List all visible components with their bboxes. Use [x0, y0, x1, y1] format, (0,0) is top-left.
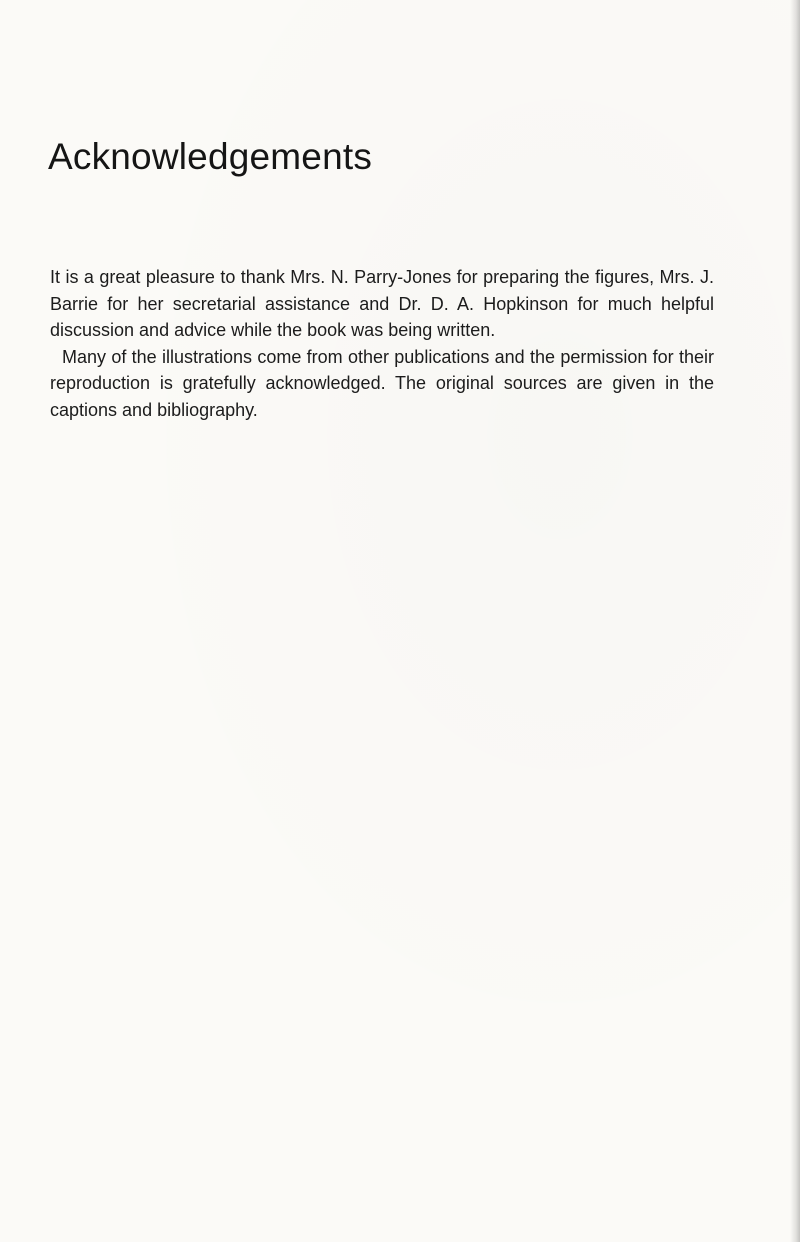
page-edge-shadow: [790, 0, 800, 1242]
paragraph-thanks: It is a great pleasure to thank Mrs. N. Parry-Jones for preparing the figures, Mrs. J. Barrie for her secretarial assistance and Dr. D. A. Hopkinson for much helpful discussion and advice while the book was being written.: [50, 267, 714, 340]
page-title: Acknowledgements: [48, 136, 373, 177]
acknowledgements-body: [50, 264, 714, 423]
paragraph-permissions: Many of the illustrations come from other publications and the permission for their reproduction is gratefully acknowledged. The original sources are given in the captions and bibliography.: [50, 346, 714, 420]
